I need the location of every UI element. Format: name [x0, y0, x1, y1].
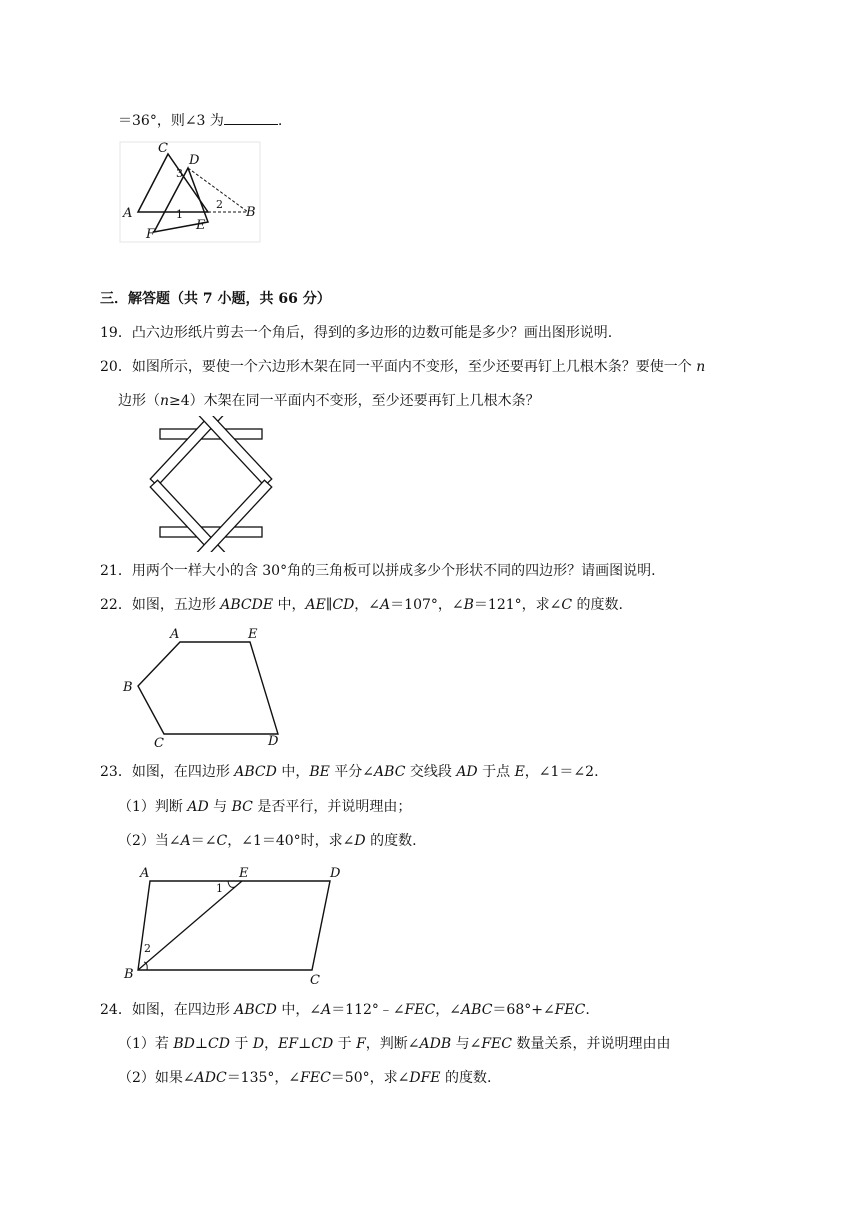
q24-var: ABC	[461, 1002, 493, 1018]
fig23-label-c: C	[310, 973, 320, 988]
q23-var: ABC	[374, 764, 406, 780]
q24-text: 中，∠	[276, 1002, 322, 1018]
q18-text: ＝36°，则∠3 为	[118, 113, 224, 129]
q24-text: ＝50°，求∠	[330, 1070, 410, 1086]
q24-text: ＝112°﹣∠	[331, 1002, 405, 1018]
fig18-label-b: B	[246, 205, 256, 220]
q24-var: ADC	[194, 1070, 227, 1086]
q24-var: FEC	[481, 1036, 512, 1052]
q20-var-n: n	[160, 393, 170, 409]
q23-text: ，∠1＝40°时，求∠	[227, 833, 355, 849]
question-23-part-2	[118, 831, 417, 851]
q22-var: CD	[332, 597, 355, 613]
fig18-label-3: 3	[176, 167, 183, 180]
fig18-label-a: A	[123, 206, 133, 221]
pentagon-figure	[118, 624, 288, 750]
q23-var: D	[354, 833, 366, 849]
quadrilateral-figure	[118, 862, 346, 988]
fig23-label-d: D	[330, 866, 341, 881]
fig18-label-d: D	[189, 153, 200, 168]
fig23-label-a: A	[140, 866, 150, 881]
q22-text: ，∠	[354, 597, 381, 613]
q24-text: ⊥	[194, 1036, 209, 1052]
question-21: 21．用两个一样大小的含 30°角的三角板可以拼成多少个形状不同的四边形？请画图说明.	[100, 563, 656, 579]
hexagon-frame-figure	[118, 416, 300, 552]
q24-text: 的度数.	[440, 1070, 492, 1086]
answer-blank	[224, 110, 278, 125]
question-23-part-1	[118, 797, 411, 817]
fig22-label-c: C	[154, 736, 164, 750]
q24-text: 于	[229, 1036, 253, 1052]
q23-var: BE	[309, 764, 330, 780]
question-24	[100, 1000, 590, 1020]
question-20-line2	[118, 391, 540, 411]
q23-text: ，∠1＝∠2.	[524, 764, 599, 780]
q22-text: ＝121°，求∠	[473, 597, 562, 613]
q22-var: AE	[305, 597, 326, 613]
fig23-label-b: B	[124, 967, 134, 982]
q24-var: ABCD	[234, 1002, 277, 1018]
q23-var: C	[216, 833, 228, 849]
q24-var: FEC	[554, 1002, 586, 1018]
q24-text: ⊥	[298, 1036, 312, 1052]
q23-text: 交线段	[405, 764, 457, 780]
q24-text: ，	[264, 1036, 279, 1052]
q22-var: A	[380, 597, 391, 613]
q22-var: ABCDE	[220, 597, 274, 613]
q24-var: EF	[278, 1036, 299, 1052]
fig22-label-a: A	[170, 627, 180, 642]
q24-var: DFE	[409, 1070, 441, 1086]
fig18-label-2: 2	[216, 198, 223, 211]
q20-text: ≥4）木架在同一平面内不变形，至少还要再钉上几根木条？	[169, 393, 540, 409]
fig23-label-e: E	[239, 866, 249, 881]
q24-var: A	[321, 1002, 332, 1018]
fig18-label-f: F	[146, 227, 156, 242]
q24-text: 与∠	[451, 1036, 482, 1052]
q24-text: ，判断∠	[365, 1036, 420, 1052]
q24-text: 数量关系，并说明理由由	[512, 1036, 671, 1052]
q24-text: 于	[333, 1036, 357, 1052]
q22-text: 中，	[273, 597, 306, 613]
q23-text: 是否平行，并说明理由；	[252, 799, 412, 815]
q24-var: FEC	[300, 1070, 331, 1086]
q24-var: F	[356, 1036, 366, 1052]
q24-text: （2）如果∠	[118, 1070, 195, 1086]
q24-text: ＝135°，∠	[226, 1070, 301, 1086]
section-title: 三．解答题（共 7 小题，共 66 分）	[100, 291, 331, 307]
q23-text: 中，	[276, 764, 310, 780]
q18-tail-text	[118, 110, 282, 131]
question-22	[100, 595, 623, 615]
q24-var: D	[252, 1036, 265, 1052]
q24-text: .	[585, 1002, 590, 1018]
q24-var: CD	[208, 1036, 230, 1052]
q24-var: FEC	[404, 1002, 436, 1018]
q20-var-n: n	[696, 359, 706, 375]
fig22-label-e: E	[248, 627, 258, 642]
q23-text: 的度数.	[365, 833, 417, 849]
q20-text: 边形（	[118, 393, 160, 409]
q23-text: （1）判断	[118, 799, 188, 815]
q23-text: 平分∠	[329, 764, 375, 780]
q23-text: 与	[208, 799, 232, 815]
q23-var: E	[514, 764, 525, 780]
fig22-label-b: B	[123, 680, 133, 695]
fig18-label-c: C	[158, 141, 168, 156]
q24-text: （1）若	[118, 1036, 174, 1052]
q24-text: ＝68°+∠	[492, 1002, 555, 1018]
question-23	[100, 762, 599, 782]
q18-period: .	[277, 113, 283, 129]
q22-text: ∥	[325, 597, 333, 613]
question-24-part-1	[118, 1034, 670, 1054]
question-20-line1	[100, 357, 705, 377]
q22-var: B	[463, 597, 474, 613]
q23-var: A	[180, 833, 191, 849]
fig23-label-1: 1	[216, 882, 223, 895]
q23-text: ＝∠	[190, 833, 217, 849]
q18-figure	[118, 140, 263, 245]
q23-var: BC	[231, 799, 253, 815]
q22-text: ＝107°，∠	[390, 597, 464, 613]
q23-var: AD	[456, 764, 478, 780]
fig18-label-e: E	[196, 218, 206, 233]
q22-text: 22．如图，五边形	[100, 597, 221, 613]
q24-text: 24．如图，在四边形	[100, 1002, 235, 1018]
fig22-label-d: D	[268, 734, 279, 749]
question-19: 19．凸六边形纸片剪去一个角后，得到的多边形的边数可能是多少？画出图形说明.	[100, 325, 613, 341]
fig18-label-1: 1	[176, 208, 183, 221]
q24-text: ，∠	[435, 1002, 462, 1018]
q23-text: 于点	[477, 764, 515, 780]
fig23-label-2: 2	[144, 942, 151, 955]
q23-text: 23．如图，在四边形	[100, 764, 235, 780]
q23-text: （2）当∠	[118, 833, 181, 849]
question-24-part-2	[118, 1068, 491, 1088]
q22-var: C	[561, 597, 573, 613]
q20-text: 20．如图所示，要使一个六边形木架在同一平面内不变形，至少还要再钉上几根木条？要使一个	[100, 359, 697, 375]
q23-var: AD	[187, 799, 209, 815]
q24-var: BD	[173, 1036, 195, 1052]
q22-text: 的度数.	[572, 597, 623, 613]
q23-var: ABCD	[234, 764, 277, 780]
q24-var: ADB	[419, 1036, 452, 1052]
q24-var: CD	[311, 1036, 334, 1052]
